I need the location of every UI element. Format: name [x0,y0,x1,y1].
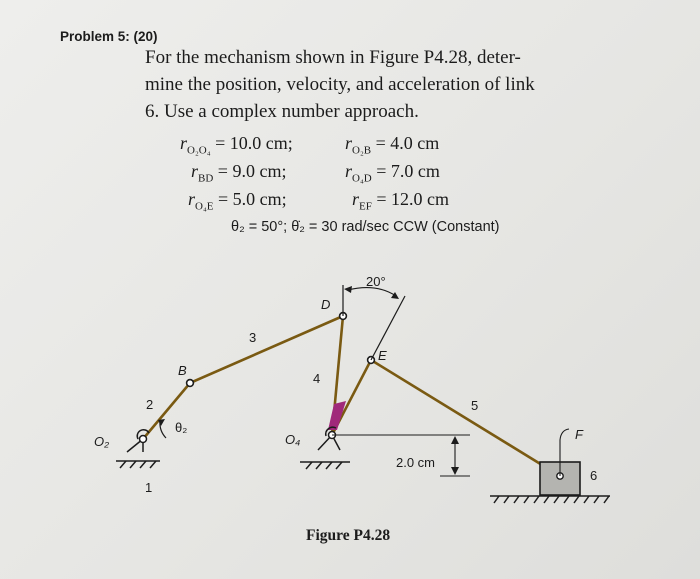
label-b: B [178,363,187,378]
given-r-o4d: $r_{O_4D} = 7.0$ cm [345,161,440,185]
link-number-3: 3 [249,330,257,345]
given-r-ef: $r_{EF} = 12.0$ cm [352,189,450,213]
angle-reference [371,296,405,360]
angle-arrow-left [344,286,352,293]
f-pointer-curl [560,429,569,440]
label-f: F [575,427,583,442]
angle-arrow-right [391,292,399,299]
label-o4: O₄ [285,432,301,447]
given-r-o2b: $r_{O_2B} = 4.0$ cm [345,133,440,157]
statement-line-1: For the mechanism shown in Figure P4.28, deter- [145,47,521,68]
ground-o2 [116,430,160,468]
given-theta-line: θ₂ = 50°; θ̇₂ = 30 rad/sec CCW (Constant) [231,219,500,235]
dimension-arrow-up [451,436,459,444]
given-r-o2o4: $r_{O_2O_4} = 10.0$ cm; [180,133,293,157]
given-r-bd: $r_{BD} = 9.0$ cm; [191,161,287,185]
statement-line-3: 6. Use a complex number approach. [145,101,419,122]
link-number-1: 1 [145,480,153,495]
dimension-arrow-down [451,467,459,475]
figure-caption: Figure P4.28 [306,527,391,544]
label-e: E [378,348,387,363]
label-angle: 20° [366,274,386,289]
theta2-arrowhead [158,419,165,426]
given-r-o4e: $r_{O_4E} = 5.0$ cm; [188,189,287,213]
label-theta2: θ₂ [175,420,188,435]
label-d: D [321,297,331,312]
label-offset: 2.0 cm [396,455,436,470]
slider-ground [490,496,610,503]
joint-b [187,380,194,387]
problem-label: Problem 5: (20) [60,29,158,44]
label-o2: O₂ [94,434,110,449]
link-number-5: 5 [471,398,479,413]
link-number-2: 2 [146,397,154,412]
link-number-4: 4 [313,371,321,386]
statement-line-2: mine the position, velocity, and acceleration of link [145,74,535,95]
link-number-6: 6 [590,468,598,483]
ground-o4 [300,427,350,469]
